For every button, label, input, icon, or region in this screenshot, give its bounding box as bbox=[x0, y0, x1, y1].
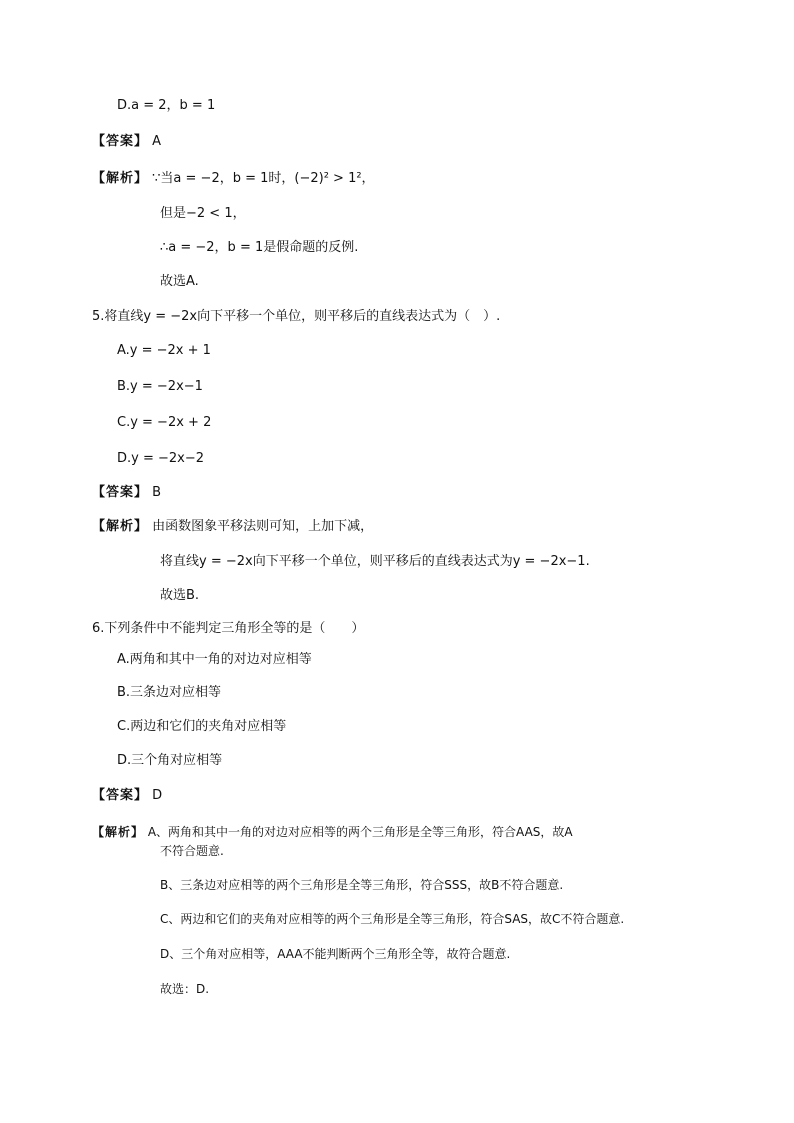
answer-label: 【答案】 bbox=[92, 134, 149, 149]
analysis-line: 但是−2 < 1， bbox=[160, 206, 246, 221]
answer-value: A bbox=[152, 134, 162, 149]
q5-analysis bbox=[92, 518, 373, 536]
q5-option-d: D.y = −2x−2 bbox=[117, 451, 205, 466]
q6-answer bbox=[92, 787, 162, 805]
q6-option-b: B.三条边对应相等 bbox=[117, 685, 222, 700]
q5-stem: 5.将直线y = −2x向下平移一个单位，则平移后的直线表达式为（ ）. bbox=[92, 309, 501, 324]
q5-option-b: B.y = −2x−1 bbox=[117, 379, 203, 394]
analysis-line: ∴a = −2，b = 1是假命题的反例. bbox=[160, 240, 359, 255]
answer-value: B bbox=[152, 485, 162, 500]
analysis-line: 由函数图象平移法则可知，上加下减， bbox=[152, 519, 374, 534]
analysis-line: B、三条边对应相等的两个三角形是全等三角形，符合SSS，故B不符合题意. bbox=[160, 878, 564, 892]
answer-label: 【答案】 bbox=[92, 485, 149, 500]
q6-analysis bbox=[92, 823, 573, 841]
analysis-label: 【解析】 bbox=[92, 825, 145, 839]
analysis-line: 将直线y = −2x向下平移一个单位，则平移后的直线表达式为y = −2x−1. bbox=[160, 554, 590, 569]
q4-option-d: D.a = 2，b = 1 bbox=[117, 98, 216, 113]
q4-answer bbox=[92, 133, 161, 151]
analysis-label: 【解析】 bbox=[92, 519, 149, 534]
q6-option-a: A.两角和其中一角的对边对应相等 bbox=[117, 652, 312, 667]
analysis-line: 故选B. bbox=[160, 588, 200, 603]
q4-analysis bbox=[92, 170, 375, 188]
analysis-line: 故选A. bbox=[160, 274, 199, 289]
analysis-line: 故选：D. bbox=[160, 982, 210, 996]
q5-option-a: A.y = −2x + 1 bbox=[117, 343, 211, 358]
analysis-label: 【解析】 bbox=[92, 171, 149, 186]
q6-stem: 6.下列条件中不能判定三角形全等的是（ ） bbox=[92, 621, 365, 636]
answer-label: 【答案】 bbox=[92, 788, 149, 803]
analysis-line: A、两角和其中一角的对边对应相等的两个三角形是全等三角形，符合AAS，故A bbox=[147, 825, 573, 839]
q5-answer bbox=[92, 484, 161, 502]
answer-value: D bbox=[152, 788, 163, 803]
q6-option-d: D.三个角对应相等 bbox=[117, 753, 223, 768]
analysis-line: 不符合题意. bbox=[160, 844, 224, 858]
analysis-line: C、两边和它们的夹角对应相等的两个三角形是全等三角形，符合SAS，故C不符合题意. bbox=[160, 912, 625, 926]
analysis-line: ∵当a = −2，b = 1时，(−2)² > 1²， bbox=[152, 171, 375, 186]
q6-option-c: C.两边和它们的夹角对应相等 bbox=[117, 719, 287, 734]
q5-option-c: C.y = −2x + 2 bbox=[117, 415, 212, 430]
analysis-line: D、三个角对应相等，AAA不能判断两个三角形全等，故符合题意. bbox=[160, 947, 511, 961]
